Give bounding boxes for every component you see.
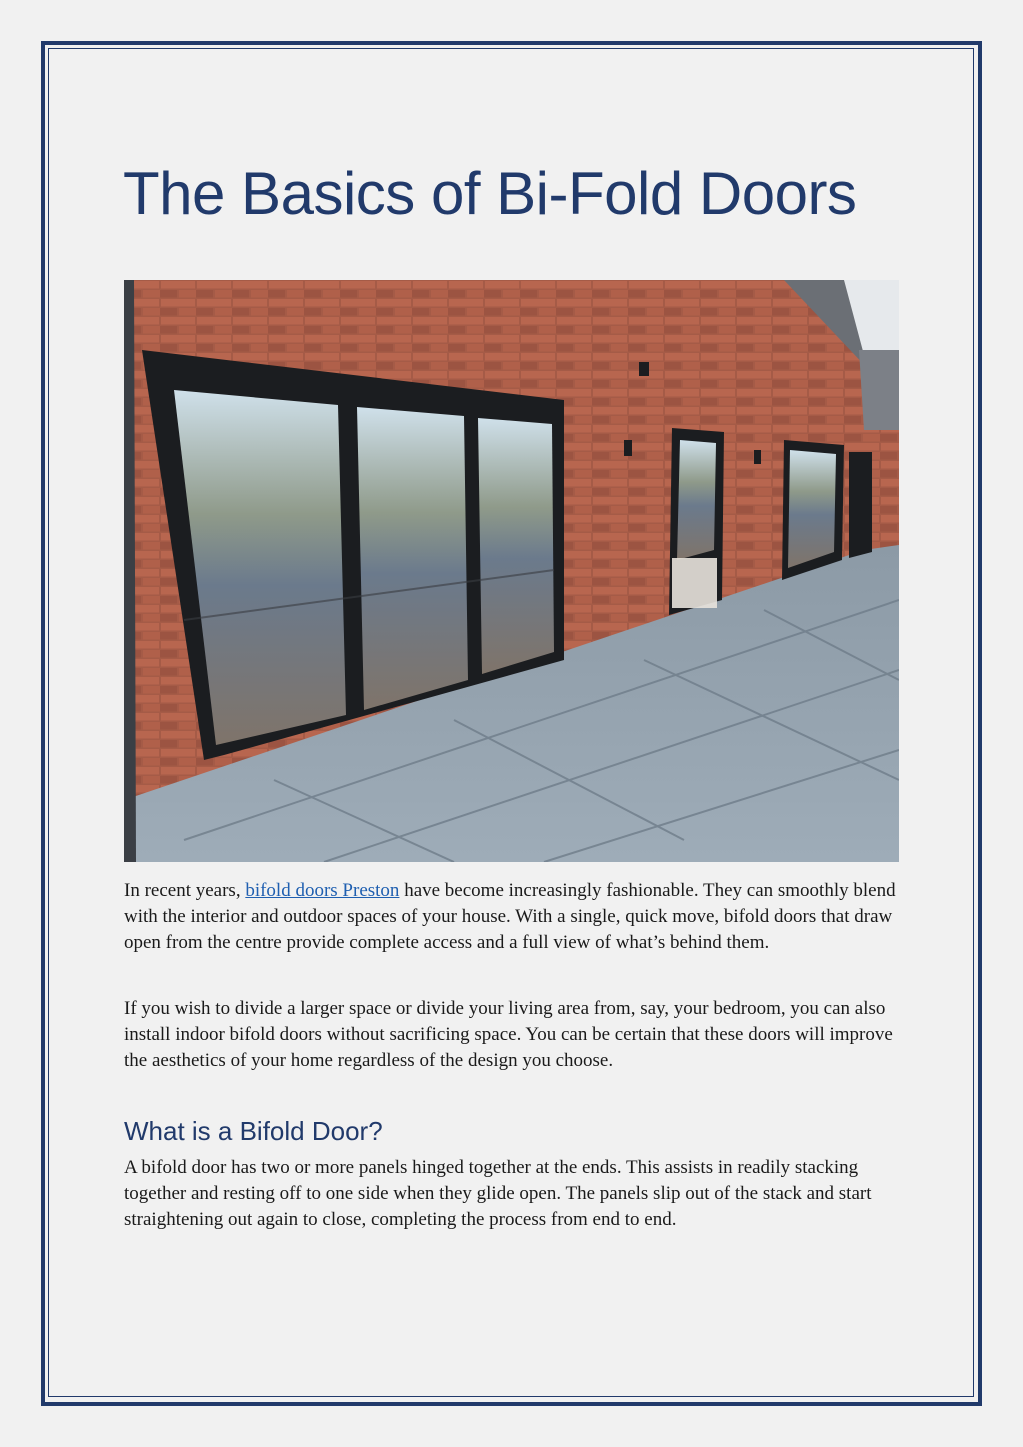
intro-text-end: have become increasingly fashionable. They can smoothly blend with the interior and outdoor spaces of your house. With a single, quick move, bifold doors that draw open from the centre provide complete access and a full view of what’s behind them. <box>124 880 896 954</box>
indoor-doors-paragraph: If you wish to divide a larger space or divide your living area from, say, your bedroom, you can also install indoor bifold doors without sacrificing space. You can be certain that these doors will improve the aesthetics of your home regardless of the design you choose. <box>124 998 893 1072</box>
intro-text-start: In recent years, <box>124 880 246 901</box>
intro-paragraph <box>124 878 904 957</box>
section-heading: What is a Bifold Door? <box>124 1116 383 1146</box>
bifold-doors-preston-link[interactable]: bifold doors Preston <box>245 880 400 901</box>
definition-paragraph: A bifold door has two or more panels hinged together at the ends. This assists in readily stacking together and resting off to one side when they glide open. The panels slip out of the stack and start straightening out again to close, completing the process from end to end. <box>124 1157 872 1231</box>
bifold-doors-photo <box>124 280 899 862</box>
page-title: The Basics of Bi-Fold Doors <box>123 160 857 227</box>
